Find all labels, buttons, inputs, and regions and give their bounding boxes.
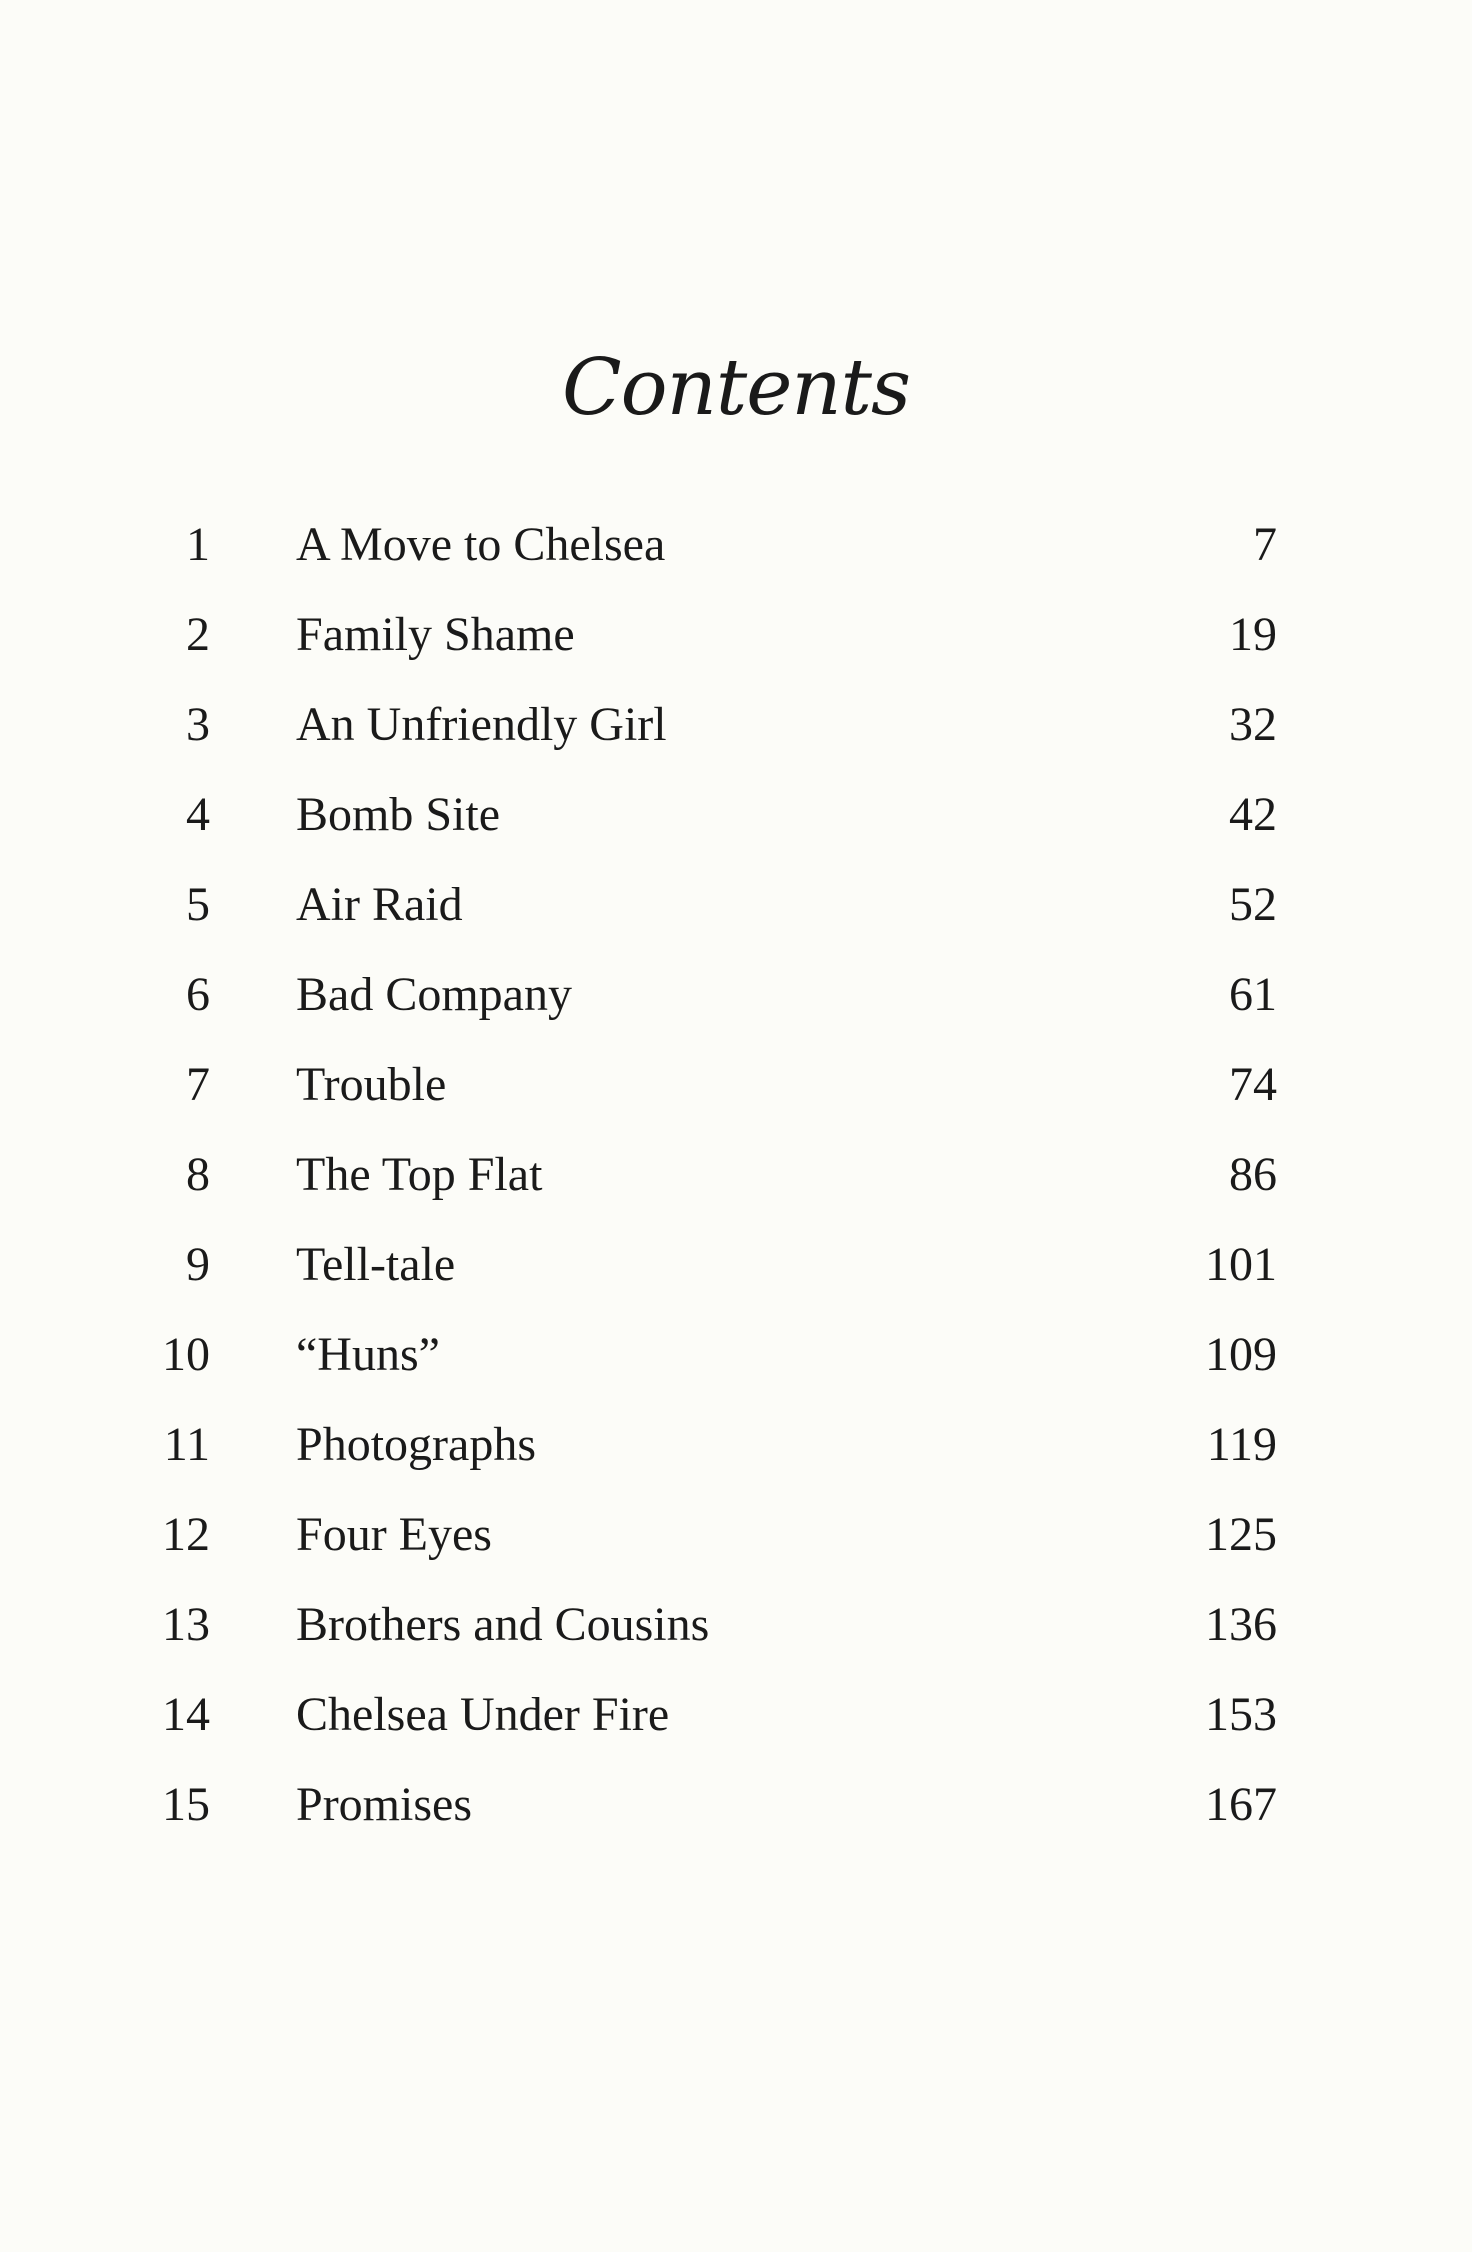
toc-entry	[0, 770, 1472, 860]
chapter-title: Photographs	[296, 1418, 536, 1471]
page-number: 7	[1253, 518, 1277, 571]
toc-entry	[0, 950, 1472, 1040]
toc-entry	[0, 1670, 1472, 1760]
page-number: 19	[1229, 608, 1277, 661]
chapter-number: 8	[186, 1148, 210, 1201]
chapter-title: The Top Flat	[296, 1148, 543, 1201]
page-number: 42	[1229, 788, 1277, 841]
toc-entry	[0, 1220, 1472, 1310]
page-number: 74	[1229, 1058, 1277, 1111]
page-title: Contents	[562, 343, 910, 433]
toc-entry	[0, 1310, 1472, 1400]
toc-entry	[0, 1400, 1472, 1490]
chapter-number: 13	[162, 1598, 210, 1651]
chapter-title: Bomb Site	[296, 788, 501, 841]
page-number: 125	[1205, 1508, 1277, 1561]
page-number: 109	[1205, 1328, 1277, 1381]
chapter-title: A Move to Chelsea	[296, 518, 666, 571]
chapter-number: 15	[162, 1778, 210, 1831]
chapter-number: 1	[186, 518, 210, 571]
chapter-number: 4	[186, 788, 210, 841]
page-number: 52	[1229, 878, 1277, 931]
page-number: 153	[1205, 1688, 1277, 1741]
chapter-number: 9	[186, 1238, 210, 1291]
page-number: 61	[1229, 968, 1277, 1021]
page-number: 101	[1205, 1238, 1277, 1291]
chapter-number: 7	[186, 1058, 210, 1111]
chapter-number: 3	[186, 698, 210, 751]
chapter-number: 5	[186, 878, 210, 931]
chapter-title: Air Raid	[296, 878, 463, 931]
toc-entry	[0, 1490, 1472, 1580]
toc-entry	[0, 1580, 1472, 1670]
page-number: 136	[1205, 1598, 1277, 1651]
toc-entry	[0, 860, 1472, 950]
chapter-title: Four Eyes	[296, 1508, 492, 1561]
page-number: 119	[1206, 1418, 1277, 1471]
chapter-title: Bad Company	[296, 968, 572, 1021]
chapter-title: Promises	[296, 1778, 473, 1831]
page-number: 86	[1229, 1148, 1277, 1201]
chapter-title: Brothers and Cousins	[296, 1598, 710, 1651]
chapter-title: Chelsea Under Fire	[296, 1688, 670, 1741]
chapter-title: Trouble	[296, 1058, 447, 1111]
chapter-number: 6	[186, 968, 210, 1021]
chapter-number: 11	[163, 1418, 210, 1471]
toc-entry	[0, 680, 1472, 770]
toc-entry	[0, 1760, 1472, 1850]
chapter-title: “Huns”	[296, 1328, 440, 1381]
chapter-number: 2	[186, 608, 210, 661]
chapter-title: Tell-tale	[296, 1238, 456, 1291]
toc-entry	[0, 590, 1472, 680]
table-of-contents	[0, 500, 1472, 1850]
page-number: 32	[1229, 698, 1277, 751]
page-number: 167	[1205, 1778, 1277, 1831]
toc-entry	[0, 1130, 1472, 1220]
chapter-number: 14	[162, 1688, 210, 1741]
chapter-title: An Unfriendly Girl	[296, 698, 667, 751]
toc-entry	[0, 500, 1472, 590]
chapter-number: 12	[162, 1508, 210, 1561]
chapter-title: Family Shame	[296, 608, 575, 661]
toc-entry	[0, 1040, 1472, 1130]
chapter-number: 10	[162, 1328, 210, 1381]
